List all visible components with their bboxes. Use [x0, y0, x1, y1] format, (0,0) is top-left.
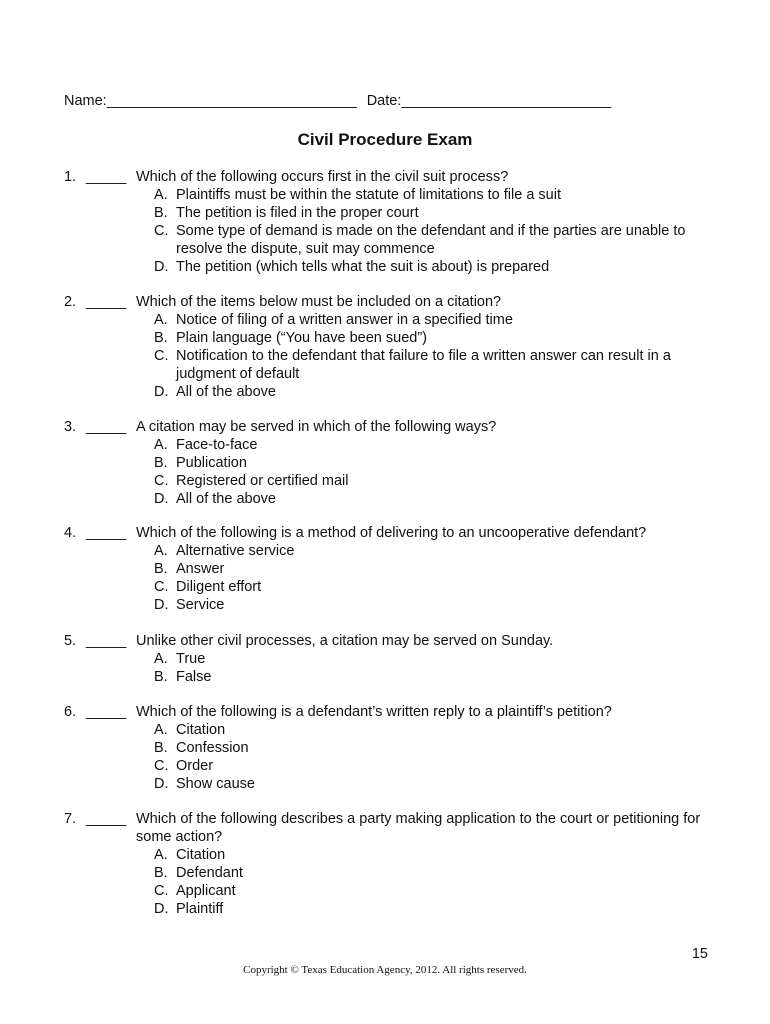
option-text: Show cause — [176, 776, 255, 792]
option-c — [154, 882, 714, 900]
question-text: Which of the following is a defendant’s written reply to a plaintiff’s petition? — [136, 704, 612, 720]
option-letter: D. — [154, 776, 169, 792]
option-text: Some type of demand is made on the defendant and if the parties are unable to resolve the dispute, suit may commence — [176, 223, 686, 257]
name-date-line — [64, 93, 611, 109]
option-b — [154, 668, 714, 686]
option-text: Registered or certified mail — [176, 473, 349, 489]
option-c — [154, 472, 714, 490]
answer-blank: _____ — [86, 633, 127, 649]
question-3 — [64, 418, 714, 508]
option-text: Applicant — [176, 883, 236, 899]
question-number: 3. — [64, 419, 77, 435]
option-letter: B. — [154, 455, 168, 471]
option-list — [154, 542, 714, 614]
option-text: Publication — [176, 455, 247, 471]
question-6 — [64, 703, 714, 793]
option-text: Plaintiffs must be within the statute of limitations to file a suit — [176, 187, 561, 203]
option-text: True — [176, 651, 206, 667]
question-text: Which of the items below must be included on a citation? — [136, 294, 502, 310]
option-letter: C. — [154, 223, 169, 239]
question-text: Which of the following describes a party making application to the court or petitioning for some action? — [136, 811, 701, 845]
option-text: Diligent effort — [176, 579, 262, 595]
option-list — [154, 186, 714, 276]
option-d — [154, 383, 714, 401]
option-text: Answer — [176, 561, 225, 577]
option-letter: B. — [154, 330, 168, 346]
option-letter: A. — [154, 847, 168, 863]
option-text: The petition (which tells what the suit is about) is prepared — [176, 259, 550, 275]
option-letter: C. — [154, 883, 169, 899]
option-c — [154, 347, 714, 383]
question-2 — [64, 293, 714, 401]
question-4 — [64, 524, 714, 614]
option-b — [154, 329, 714, 347]
option-c — [154, 757, 714, 775]
option-letter: C. — [154, 579, 169, 595]
answer-blank: _____ — [86, 704, 127, 720]
question-5 — [64, 632, 714, 686]
option-letter: B. — [154, 669, 168, 685]
option-letter: A. — [154, 543, 168, 559]
option-letter: B. — [154, 561, 168, 577]
question-text: A citation may be served in which of the following ways? — [136, 419, 497, 435]
option-letter: C. — [154, 758, 169, 774]
option-a — [154, 311, 714, 329]
option-a — [154, 846, 714, 864]
name-field-label: Name:_______________________________ — [64, 93, 357, 109]
date-field-label: Date:__________________________ — [366, 93, 612, 109]
question-number: 7. — [64, 811, 77, 827]
answer-blank: _____ — [86, 169, 127, 185]
option-d — [154, 258, 714, 276]
page-number: 15 — [691, 946, 708, 962]
option-d — [154, 900, 714, 918]
option-b — [154, 864, 714, 882]
option-letter: D. — [154, 901, 169, 917]
option-text: Confession — [176, 740, 249, 756]
question-text: Unlike other civil processes, a citation may be served on Sunday. — [136, 633, 554, 649]
option-b — [154, 454, 714, 472]
option-d — [154, 775, 714, 793]
option-c — [154, 222, 714, 258]
option-letter: B. — [154, 205, 168, 221]
option-b — [154, 560, 714, 578]
option-d — [154, 596, 714, 614]
option-list — [154, 650, 714, 686]
option-text: Plain language (“You have been sued”) — [176, 330, 427, 346]
option-letter: D. — [154, 597, 169, 613]
option-text: All of the above — [176, 491, 276, 507]
question-text: Which of the following occurs first in the civil suit process? — [136, 169, 509, 185]
option-letter: D. — [154, 259, 169, 275]
answer-blank: _____ — [86, 294, 127, 310]
option-b — [154, 739, 714, 757]
option-b — [154, 204, 714, 222]
option-list — [154, 846, 714, 918]
option-text: Order — [176, 758, 214, 774]
option-text: All of the above — [176, 384, 276, 400]
option-letter: D. — [154, 491, 169, 507]
option-text: Service — [176, 597, 225, 613]
option-text: Plaintiff — [176, 901, 224, 917]
option-letter: A. — [154, 187, 168, 203]
option-a — [154, 721, 714, 739]
option-letter: C. — [154, 473, 169, 489]
option-a — [154, 542, 714, 560]
option-text: Citation — [176, 722, 226, 738]
answer-blank: _____ — [86, 419, 127, 435]
option-letter: A. — [154, 437, 168, 453]
option-list — [154, 721, 714, 793]
option-letter: B. — [154, 740, 168, 756]
answer-blank: _____ — [86, 811, 127, 827]
option-text: The petition is filed in the proper court — [176, 205, 419, 221]
answer-blank: _____ — [86, 525, 127, 541]
option-text: False — [176, 669, 212, 685]
option-text: Citation — [176, 847, 226, 863]
option-c — [154, 578, 714, 596]
question-number: 6. — [64, 704, 77, 720]
option-letter: A. — [154, 722, 168, 738]
option-letter: A. — [154, 651, 168, 667]
question-1 — [64, 168, 714, 276]
question-number: 2. — [64, 294, 77, 310]
option-d — [154, 490, 714, 508]
page-title: Civil Procedure Exam — [297, 130, 473, 149]
option-text: Defendant — [176, 865, 243, 881]
option-a — [154, 650, 714, 668]
option-letter: B. — [154, 865, 168, 881]
option-a — [154, 436, 714, 454]
option-text: Face-to-face — [176, 437, 258, 453]
option-text: Notice of filing of a written answer in a specified time — [176, 312, 513, 328]
option-list — [154, 436, 714, 508]
question-number: 4. — [64, 525, 77, 541]
option-text: Notification to the defendant that failure to file a written answer can result in a judgment of default — [176, 348, 671, 382]
option-text: Alternative service — [176, 543, 295, 559]
question-number: 1. — [64, 169, 77, 185]
option-letter: D. — [154, 384, 169, 400]
option-a — [154, 186, 714, 204]
question-text: Which of the following is a method of delivering to an uncooperative defendant? — [136, 525, 647, 541]
copyright-notice: Copyright © Texas Education Agency, 2012. All rights reserved. — [243, 964, 527, 976]
question-number: 5. — [64, 633, 77, 649]
question-7 — [64, 810, 714, 918]
option-letter: A. — [154, 312, 168, 328]
option-letter: C. — [154, 348, 169, 364]
option-list — [154, 311, 714, 401]
